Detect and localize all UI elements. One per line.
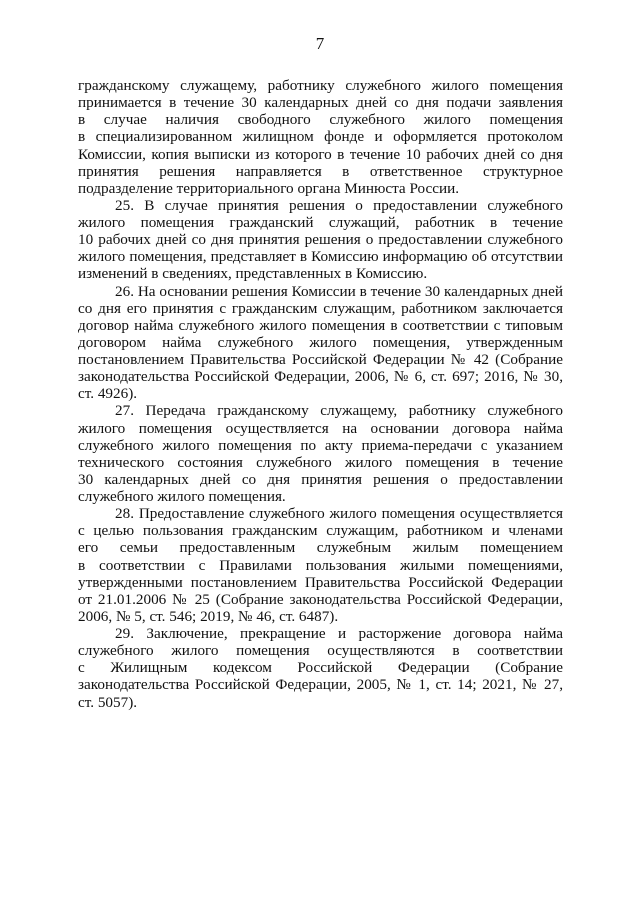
text-line: Комиссии, копия выписки из которого в течение 10 рабочих дней со дня bbox=[78, 145, 563, 163]
text-line: 28. Предоставление служебного жилого помещения осуществляется bbox=[115, 505, 563, 523]
text-line: технического состояния служебного жилого помещения в течение bbox=[78, 453, 563, 471]
text-line: в соответствии с Правилами пользования жилыми помещениями, bbox=[78, 556, 563, 574]
text-line: 29. Заключение, прекращение и расторжение договора найма bbox=[115, 625, 563, 642]
document-body bbox=[78, 77, 563, 711]
paragraph bbox=[78, 625, 563, 711]
paragraph bbox=[78, 505, 563, 625]
text-line: договором найма служебного жилого помещения, утвержденным bbox=[78, 333, 563, 351]
text-line: служебного жилого помещения осуществляются в соответствии bbox=[78, 642, 563, 660]
text-line: утвержденными постановлением Правительства Российской Федерации bbox=[78, 573, 563, 591]
paragraph bbox=[78, 197, 563, 283]
text-line: 2006, № 5, ст. 546; 2019, № 46, ст. 6487). bbox=[78, 607, 339, 625]
text-line: его семьи предоставленным служебным жилым помещением bbox=[78, 539, 563, 557]
paragraph bbox=[78, 402, 563, 505]
page-number: 7 bbox=[315, 34, 325, 53]
text-line: в случае наличия свободного служебного жилого помещения bbox=[78, 111, 563, 129]
text-line: 25. В случае принятия решения о предоставлении служебного bbox=[115, 196, 563, 214]
text-line: 27. Передача гражданскому служащему, работнику служебного bbox=[115, 402, 563, 420]
text-line: изменений в сведениях, представленных в Комиссию. bbox=[78, 265, 428, 283]
text-line: жилого помещения осуществляется на основании договора найма bbox=[78, 419, 563, 437]
paragraph bbox=[78, 77, 563, 197]
paragraph bbox=[78, 283, 563, 403]
text-line: постановлением Правительства Российской Федерации № 42 (Собрание bbox=[78, 351, 563, 368]
text-line: законодательства Российской Федерации, 2006, № 6, ст. 697; 2016, № 30, bbox=[78, 368, 563, 386]
text-line: подразделение территориального органа Минюста России. bbox=[78, 179, 460, 197]
text-line: 26. На основании решения Комиссии в течение 30 календарных дней bbox=[115, 282, 563, 300]
text-line: служебного жилого помещения по акту приема-передачи с указанием bbox=[78, 436, 563, 454]
text-line: гражданскому служащему, работнику служебного жилого помещения bbox=[78, 77, 563, 94]
text-line: от 21.01.2006 № 25 (Собрание законодательства Российской Федерации, bbox=[78, 590, 563, 608]
text-line: договор найма служебного жилого помещения в соответствии с типовым bbox=[78, 316, 563, 334]
text-line: со дня его принятия с гражданским служащим, работником заключается bbox=[78, 299, 563, 317]
text-line: ст. 4926). bbox=[78, 385, 138, 403]
text-line: в специализированном жилищном фонде и оформляется протоколом bbox=[78, 128, 563, 146]
text-line: 10 рабочих дней со дня принятия решения о предоставлении служебного bbox=[78, 231, 563, 249]
text-line: законодательства Российской Федерации, 2005, № 1, ст. 14; 2021, № 27, bbox=[78, 676, 563, 694]
text-line: 30 календарных дней со дня принятия решения о предоставлении bbox=[78, 470, 563, 488]
text-line: ст. 5057). bbox=[78, 693, 138, 711]
text-line: с целью пользования гражданским служащим, работником и членами bbox=[78, 522, 563, 540]
text-line: с Жилищным кодексом Российской Федерации (Собрание bbox=[78, 659, 563, 677]
text-line: жилого помещения гражданский служащий, работник в течение bbox=[78, 214, 563, 231]
text-line: принимается в течение 30 календарных дней со дня подачи заявления bbox=[78, 94, 563, 112]
text-line: принятия решения направляется в ответственное структурное bbox=[78, 162, 563, 180]
text-line: служебного жилого помещения. bbox=[78, 488, 286, 505]
text-line: жилого помещения, представляет в Комиссию информацию об отсутствии bbox=[78, 248, 563, 266]
